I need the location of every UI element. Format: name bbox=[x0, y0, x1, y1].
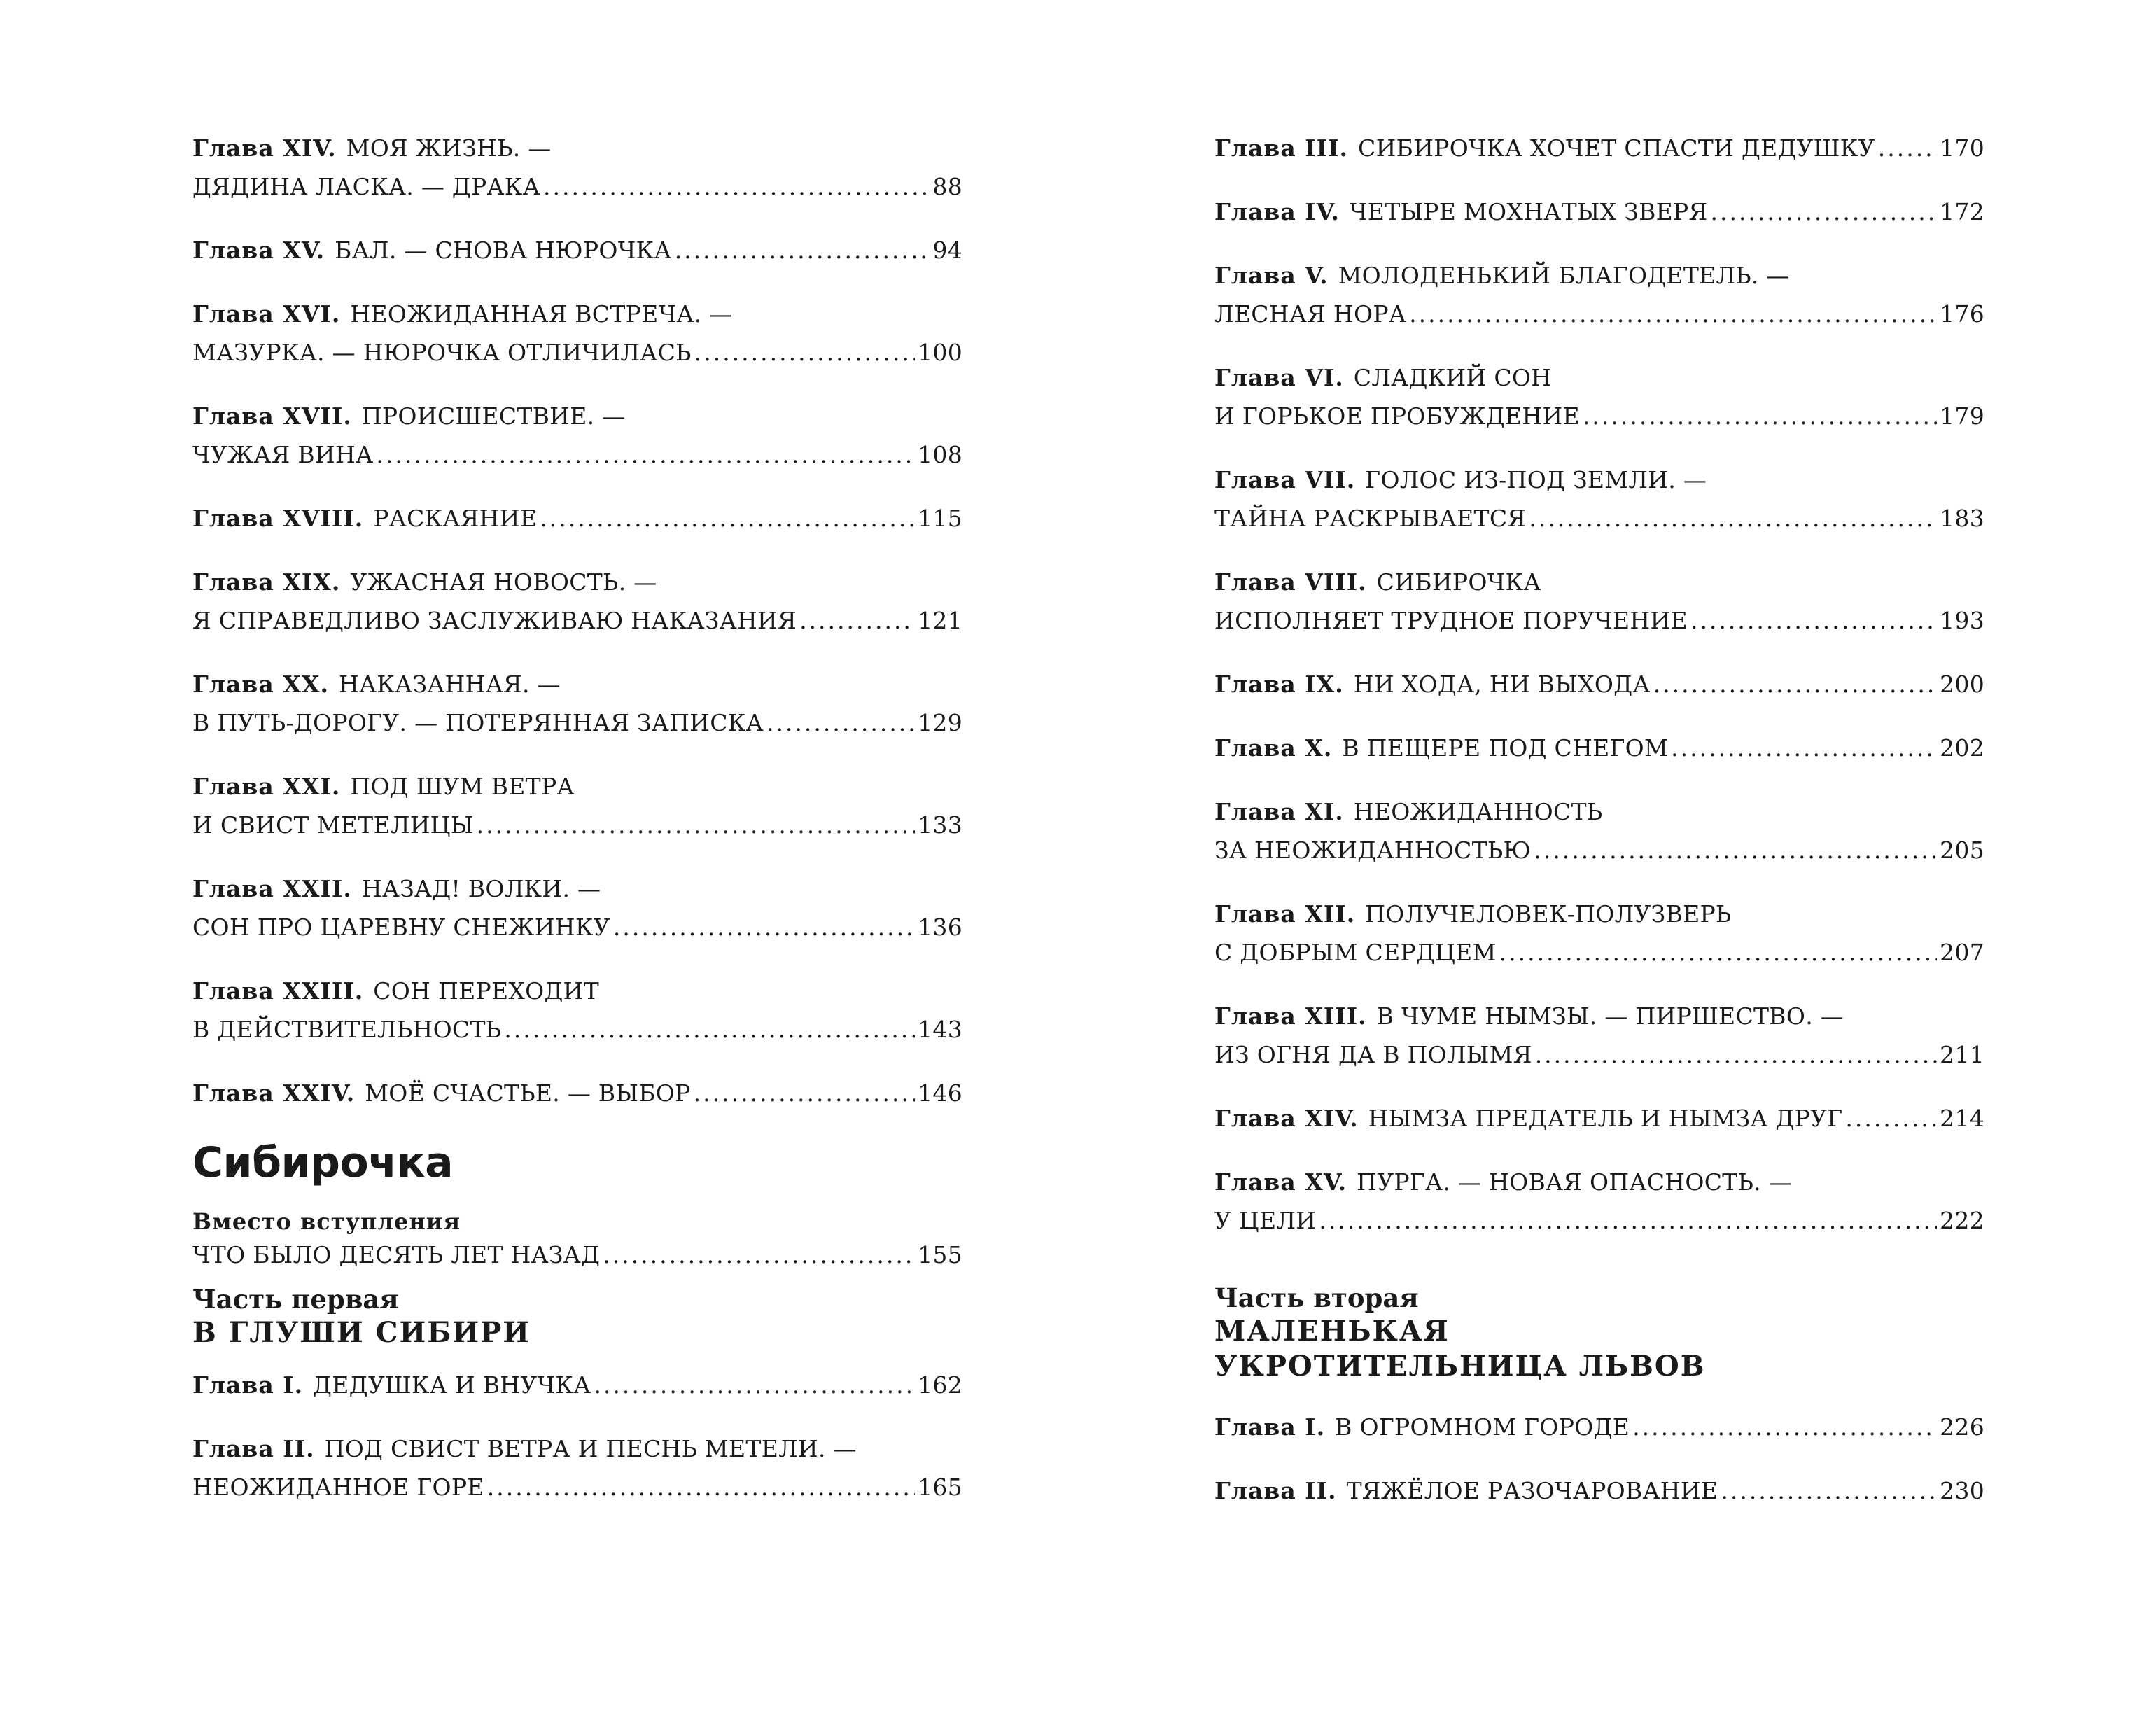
chapter-label: Глава I. bbox=[1214, 1413, 1326, 1441]
toc-entry-line bbox=[1214, 461, 1984, 499]
page-number: 115 bbox=[918, 505, 962, 532]
toc-entry-line bbox=[192, 1468, 962, 1506]
chapter-label: Глава XVI. bbox=[192, 300, 341, 328]
page-number: 176 bbox=[1940, 300, 1984, 328]
toc-entry-line bbox=[1214, 295, 1984, 333]
dot-leader bbox=[766, 704, 915, 742]
chapter-title: ПОЛУЧЕЛОВЕК-ПОЛУЗВЕРЬ bbox=[1365, 900, 1732, 927]
dot-leader bbox=[675, 231, 930, 270]
page-number: 94 bbox=[932, 237, 962, 264]
part-title-line: УКРОТИТЕЛЬНИЦА ЛЬВОВ bbox=[1214, 1350, 1706, 1382]
toc-entries-part-one bbox=[192, 1366, 962, 1506]
page-number: 108 bbox=[918, 441, 962, 468]
toc-entry-line bbox=[1214, 1471, 1984, 1510]
toc-left bbox=[192, 0, 962, 1506]
dot-leader bbox=[1710, 192, 1937, 231]
toc-entry-line bbox=[1214, 601, 1984, 640]
part-title: В ГЛУШИ СИБИРИ bbox=[192, 1316, 531, 1349]
toc-entry-line bbox=[1214, 397, 1984, 435]
chapter-label: Глава XXII. bbox=[192, 875, 352, 902]
chapter-title: ПРОИСШЕСТВИЕ. — bbox=[361, 402, 626, 430]
toc-entry[interactable] bbox=[1214, 729, 1984, 767]
page-number: 170 bbox=[1940, 134, 1984, 162]
part-two-heading bbox=[1214, 1282, 1984, 1384]
chapter-label: Глава XII. bbox=[1214, 900, 1356, 927]
preface-entry[interactable] bbox=[192, 1206, 962, 1273]
chapter-title: И ГОРЬКОЕ ПРОБУЖДЕНИЕ bbox=[1214, 402, 1580, 430]
chapter-title: ИЗ ОГНЯ ДА В ПОЛЫМЯ bbox=[1214, 1041, 1532, 1068]
dot-leader bbox=[1653, 665, 1937, 704]
chapter-title: МОЯ ЖИЗНЬ. — bbox=[346, 134, 552, 162]
toc-entry-line bbox=[192, 665, 962, 704]
chapter-title: МОЁ СЧАСТЬЕ. — ВЫБОР bbox=[365, 1079, 691, 1107]
left-page bbox=[192, 0, 962, 1736]
chapter-title: ДЕДУШКА И ВНУЧКА bbox=[313, 1371, 592, 1399]
toc-entry-line bbox=[192, 333, 962, 372]
part-title bbox=[1214, 1314, 1984, 1384]
dot-leader bbox=[1690, 601, 1937, 640]
dot-leader bbox=[603, 1237, 915, 1273]
toc-entries-part-two bbox=[1214, 1408, 1984, 1510]
chapter-title: В ДЕЙСТВИТЕЛЬНОСТЬ bbox=[192, 1016, 502, 1043]
toc-entry-line bbox=[192, 869, 962, 908]
dot-leader bbox=[613, 908, 915, 946]
chapter-title: ИСПОЛНЯЕТ ТРУДНОЕ ПОРУЧЕНИЕ bbox=[1214, 607, 1688, 634]
chapter-label: Глава XIV. bbox=[1214, 1105, 1359, 1132]
toc-entry-line bbox=[1214, 665, 1984, 704]
chapter-title: В ПЕЩЕРЕ ПОД СНЕГОМ bbox=[1342, 734, 1669, 762]
toc-entry-line bbox=[192, 563, 962, 601]
chapter-label: Глава II. bbox=[1214, 1477, 1337, 1504]
preface-label: Вместо вступления bbox=[192, 1208, 461, 1235]
toc-entry-line bbox=[1214, 358, 1984, 397]
part-label: Часть первая bbox=[192, 1284, 399, 1315]
toc-entry-line bbox=[192, 1429, 962, 1468]
chapter-title: РАСКАЯНИЕ bbox=[373, 505, 538, 532]
chapter-label: Глава III. bbox=[1214, 134, 1349, 162]
toc-entry[interactable] bbox=[1214, 1099, 1984, 1138]
toc-entry[interactable] bbox=[1214, 129, 1984, 167]
toc-entry[interactable] bbox=[1214, 358, 1984, 435]
dot-leader bbox=[594, 1366, 915, 1404]
page-number: 179 bbox=[1940, 402, 1984, 430]
toc-entries bbox=[1214, 129, 1984, 1240]
chapter-label: Глава XIII. bbox=[1214, 1002, 1367, 1030]
toc-entry-line bbox=[1214, 499, 1984, 538]
page-number: 121 bbox=[918, 607, 962, 634]
book-title: Сибирочка bbox=[192, 1138, 454, 1187]
toc-entry-line bbox=[1214, 192, 1984, 231]
chapter-title: НАКАЗАННАЯ. — bbox=[338, 671, 561, 698]
toc-entry[interactable] bbox=[192, 295, 962, 372]
toc-entry-line bbox=[1214, 792, 1984, 831]
toc-entry-line bbox=[1214, 1408, 1984, 1446]
page-number: 100 bbox=[918, 339, 962, 366]
chapter-title: В ОГРОМНОМ ГОРОДЕ bbox=[1335, 1413, 1630, 1441]
toc-entry-line bbox=[192, 231, 962, 270]
chapter-title: НЫМЗА ПРЕДАТЕЛЬ И НЫМЗА ДРУГ bbox=[1368, 1105, 1843, 1132]
dot-leader bbox=[1632, 1408, 1937, 1446]
chapter-label: Глава XV. bbox=[192, 237, 326, 264]
preface-text: ЧТО БЫЛО ДЕСЯТЬ ЛЕТ НАЗАД bbox=[192, 1241, 601, 1268]
chapter-label: Глава VII. bbox=[1214, 466, 1356, 493]
chapter-label: Глава II. bbox=[192, 1435, 315, 1462]
chapter-label: Глава V. bbox=[1214, 262, 1329, 289]
page-number: 172 bbox=[1940, 198, 1984, 225]
toc-entry[interactable] bbox=[1214, 192, 1984, 231]
toc-entry[interactable] bbox=[192, 767, 962, 844]
page-number: 214 bbox=[1940, 1105, 1984, 1132]
chapter-label: Глава XVII. bbox=[192, 402, 352, 430]
dot-leader bbox=[1583, 397, 1937, 435]
dot-leader bbox=[477, 806, 915, 844]
chapter-title: НЕОЖИДАННАЯ ВСТРЕЧА. — bbox=[350, 300, 733, 328]
toc-entry[interactable] bbox=[192, 869, 962, 946]
page-number: 230 bbox=[1940, 1477, 1984, 1504]
part-title-line: МАЛЕНЬКАЯ bbox=[1214, 1315, 1450, 1348]
chapter-title: СЛАДКИЙ СОН bbox=[1353, 364, 1552, 391]
chapter-label: Глава IX. bbox=[1214, 671, 1344, 698]
toc-entry-line bbox=[192, 1074, 962, 1112]
dot-leader bbox=[1721, 1471, 1937, 1510]
page-number: 129 bbox=[918, 709, 962, 736]
chapter-title: НАЗАД! ВОЛКИ. — bbox=[361, 875, 601, 902]
toc-entry[interactable] bbox=[1214, 665, 1984, 704]
dot-leader bbox=[1319, 1201, 1937, 1240]
toc-entry[interactable] bbox=[192, 665, 962, 742]
toc-entry-line bbox=[192, 806, 962, 844]
preface-line bbox=[192, 1237, 962, 1273]
dot-leader bbox=[487, 1468, 915, 1506]
toc-entry-line bbox=[192, 767, 962, 806]
toc-entry[interactable] bbox=[192, 563, 962, 640]
dot-leader bbox=[1529, 499, 1937, 538]
chapter-title: Я СПРАВЕДЛИВО ЗАСЛУЖИВАЮ НАКАЗАНИЯ bbox=[192, 607, 797, 634]
chapter-title: СОН ПРО ЦАРЕВНУ СНЕЖИНКУ bbox=[192, 913, 610, 941]
toc-entry-line bbox=[192, 1010, 962, 1049]
chapter-title: СИБИРОЧКА bbox=[1376, 568, 1541, 596]
toc-entry-line bbox=[1214, 831, 1984, 869]
toc-entry[interactable] bbox=[1214, 1163, 1984, 1240]
toc-entry[interactable] bbox=[192, 397, 962, 474]
page-number: 211 bbox=[1940, 1041, 1984, 1068]
toc-entry-line bbox=[192, 129, 962, 167]
toc-entry-line bbox=[1214, 256, 1984, 295]
chapter-title: ГОЛОС ИЗ-ПОД ЗЕМЛИ. — bbox=[1365, 466, 1707, 493]
toc-entry[interactable] bbox=[1214, 997, 1984, 1074]
toc-entry-line bbox=[1214, 1035, 1984, 1074]
dot-leader bbox=[543, 167, 930, 206]
chapter-label: Глава XIX. bbox=[192, 568, 341, 596]
page-number: 88 bbox=[932, 173, 962, 200]
chapter-label: Глава XXIII. bbox=[192, 977, 364, 1004]
toc-entry-line bbox=[1214, 729, 1984, 767]
toc-entry[interactable] bbox=[1214, 895, 1984, 972]
part-one-heading bbox=[192, 1283, 962, 1350]
toc-entry[interactable] bbox=[1214, 256, 1984, 333]
chapter-title: ПУРГА. — НОВАЯ ОПАСНОСТЬ. — bbox=[1357, 1168, 1793, 1196]
toc-entry-line bbox=[192, 397, 962, 435]
dot-leader bbox=[504, 1010, 915, 1049]
page-number: 136 bbox=[918, 913, 962, 941]
chapter-title: В ПУТЬ-ДОРОГУ. — ПОТЕРЯННАЯ ЗАПИСКА bbox=[192, 709, 764, 736]
chapter-title: У ЦЕЛИ bbox=[1214, 1207, 1317, 1234]
dot-leader bbox=[694, 333, 915, 372]
dot-leader bbox=[799, 601, 915, 640]
dot-leader bbox=[1845, 1099, 1937, 1138]
chapter-title: ПОД ШУМ ВЕТРА bbox=[350, 773, 575, 800]
toc-entry[interactable] bbox=[192, 1429, 962, 1506]
page-number: 193 bbox=[1940, 607, 1984, 634]
page-number: 207 bbox=[1940, 939, 1984, 966]
chapter-label: Глава XXI. bbox=[192, 773, 341, 800]
chapter-label: Глава IV. bbox=[1214, 198, 1340, 225]
toc-entry[interactable] bbox=[192, 129, 962, 206]
chapter-title: С ДОБРЫМ СЕРДЦЕМ bbox=[1214, 939, 1497, 966]
dot-leader bbox=[1499, 933, 1937, 972]
toc-entry[interactable] bbox=[192, 499, 962, 538]
toc-entry[interactable] bbox=[192, 972, 962, 1049]
toc-entry-line bbox=[1214, 1099, 1984, 1138]
toc-entry-line bbox=[1214, 895, 1984, 933]
page-number: 133 bbox=[918, 811, 962, 839]
chapter-title: ТЯЖЁЛОЕ РАЗОЧАРОВАНИЕ bbox=[1346, 1477, 1718, 1504]
chapter-title: УЖАСНАЯ НОВОСТЬ. — bbox=[350, 568, 657, 596]
part-label: Часть вторая bbox=[1214, 1282, 1419, 1313]
toc-entry-line bbox=[192, 499, 962, 538]
dot-leader bbox=[540, 499, 915, 538]
toc-entry-line bbox=[192, 601, 962, 640]
dot-leader bbox=[376, 435, 915, 474]
chapter-title: СИБИРОЧКА ХОЧЕТ СПАСТИ ДЕДУШКУ bbox=[1358, 134, 1875, 162]
page-number: 202 bbox=[1940, 734, 1984, 762]
chapter-title: ДЯДИНА ЛАСКА. — ДРАКА bbox=[192, 173, 540, 200]
chapter-label: Глава VI. bbox=[1214, 364, 1344, 391]
chapter-title: ЗА НЕОЖИДАННОСТЬЮ bbox=[1214, 836, 1532, 864]
toc-entry-line bbox=[1214, 1201, 1984, 1240]
toc-entry-line bbox=[1214, 997, 1984, 1035]
dot-leader bbox=[1671, 729, 1937, 767]
chapter-title: ТАЙНА РАСКРЫВАЕТСЯ bbox=[1214, 505, 1527, 532]
toc-entry[interactable] bbox=[1214, 792, 1984, 869]
chapter-title: МОЛОДЕНЬКИЙ БЛАГОДЕТЕЛЬ. — bbox=[1338, 262, 1790, 289]
toc-entry[interactable] bbox=[1214, 1408, 1984, 1446]
chapter-label: Глава X. bbox=[1214, 734, 1333, 762]
toc-entry-line bbox=[192, 972, 962, 1010]
chapter-title: В ЧУМЕ НЫМЗЫ. — ПИРШЕСТВО. — bbox=[1376, 1002, 1844, 1030]
chapter-title: ПОД СВИСТ ВЕТРА И ПЕСНЬ МЕТЕЛИ. — bbox=[324, 1435, 857, 1462]
toc-entry-line bbox=[192, 435, 962, 474]
toc-entry[interactable] bbox=[192, 1366, 962, 1404]
chapter-label: Глава XI. bbox=[1214, 798, 1344, 825]
toc-entry[interactable] bbox=[1214, 1471, 1984, 1510]
chapter-title: НЕОЖИДАННОЕ ГОРЕ bbox=[192, 1474, 484, 1501]
toc-entry-line bbox=[192, 167, 962, 206]
toc-entry[interactable] bbox=[1214, 461, 1984, 538]
page-number: 183 bbox=[1940, 505, 1984, 532]
dot-leader bbox=[1878, 129, 1937, 167]
chapter-label: Глава XIV. bbox=[192, 134, 337, 162]
toc-entry[interactable] bbox=[1214, 563, 1984, 640]
chapter-label: Глава XVIII. bbox=[192, 505, 364, 532]
toc-entry-line bbox=[1214, 129, 1984, 167]
dot-leader bbox=[694, 1074, 915, 1112]
chapter-title: МАЗУРКА. — НЮРОЧКА ОТЛИЧИЛАСЬ bbox=[192, 339, 692, 366]
dot-leader bbox=[1535, 1035, 1937, 1074]
chapter-label: Глава VIII. bbox=[1214, 568, 1367, 596]
chapter-label: Глава I. bbox=[192, 1371, 304, 1399]
toc-entry-line bbox=[192, 704, 962, 742]
toc-right bbox=[1214, 0, 1984, 1510]
page-number: 200 bbox=[1940, 671, 1984, 698]
page-number: 226 bbox=[1940, 1413, 1984, 1441]
toc-entry-line bbox=[192, 295, 962, 333]
page-number: 143 bbox=[918, 1016, 962, 1043]
toc-entry[interactable] bbox=[192, 231, 962, 270]
chapter-label: Глава XX. bbox=[192, 671, 329, 698]
toc-entries-top bbox=[192, 129, 962, 1112]
chapter-title: ЧЕТЫРЕ МОХНАТЫХ ЗВЕРЯ bbox=[1350, 198, 1708, 225]
dot-leader bbox=[1409, 295, 1937, 333]
toc-entry-line bbox=[192, 1366, 962, 1404]
page-number: 165 bbox=[918, 1474, 962, 1501]
chapter-label: Глава XV. bbox=[1214, 1168, 1348, 1196]
toc-entry[interactable] bbox=[192, 1074, 962, 1112]
chapter-title: НИ ХОДА, НИ ВЫХОДА bbox=[1353, 671, 1651, 698]
page-number: 205 bbox=[1940, 836, 1984, 864]
page-number: 162 bbox=[918, 1371, 962, 1399]
chapter-title: ЛЕСНАЯ НОРА bbox=[1214, 300, 1407, 328]
dot-leader bbox=[1534, 831, 1937, 869]
page-number: 146 bbox=[918, 1079, 962, 1107]
toc-entry-line bbox=[1214, 563, 1984, 601]
toc-entry-line bbox=[1214, 1163, 1984, 1201]
page-number: 222 bbox=[1940, 1207, 1984, 1234]
page-number: 155 bbox=[918, 1241, 962, 1268]
chapter-title: СОН ПЕРЕХОДИТ bbox=[373, 977, 600, 1004]
chapter-title: НЕОЖИДАННОСТЬ bbox=[1353, 798, 1603, 825]
right-page bbox=[1214, 0, 1984, 1736]
chapter-title: ЧУЖАЯ ВИНА bbox=[192, 441, 374, 468]
toc-entry-line bbox=[192, 908, 962, 946]
toc-entry-line bbox=[1214, 933, 1984, 972]
chapter-label: Глава XXIV. bbox=[192, 1079, 356, 1107]
chapter-title: И СВИСТ МЕТЕЛИЦЫ bbox=[192, 811, 474, 839]
chapter-title: БАЛ. — СНОВА НЮРОЧКА bbox=[335, 237, 672, 264]
